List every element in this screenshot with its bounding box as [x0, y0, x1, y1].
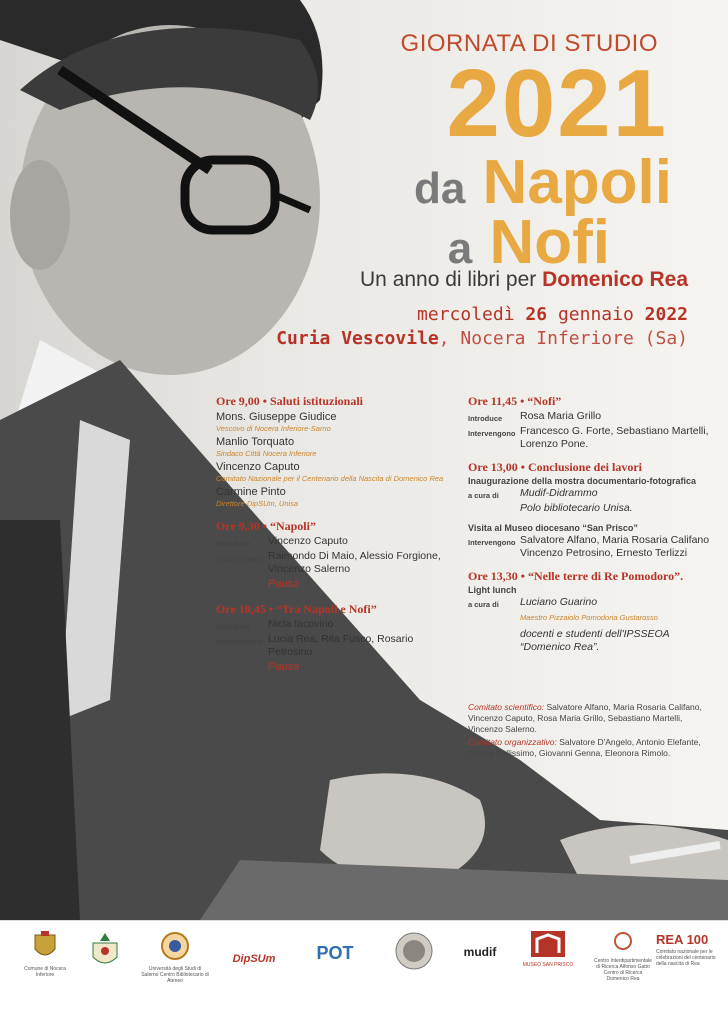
break-label: Pausa	[268, 578, 300, 590]
speaker-role: Direttore DipSUm, Unisa	[216, 499, 299, 508]
row-value: Lucia Rea, Rita Fusco, Rosario Petrosino	[268, 633, 414, 658]
row-role: Maestro Pizzaiolo Pomodoria Gustarosso	[520, 613, 658, 622]
sponsor-logos	[0, 920, 728, 1024]
event-date	[417, 304, 688, 325]
logo-rea100	[656, 931, 720, 967]
place-venue: Curia Vescovile	[276, 328, 439, 349]
break-label: Pausa	[268, 661, 300, 673]
logo-caption: MUSEO SAN PRISCO	[522, 962, 574, 968]
subtitle	[360, 268, 688, 292]
medal-icon	[394, 931, 434, 971]
row-value: Francesco G. Forte, Sebastiano Martelli, Lorenzo Pone.	[520, 425, 709, 450]
program-right	[468, 395, 718, 654]
program-row	[216, 618, 451, 633]
university-seal-icon	[160, 931, 190, 961]
row-label: a cura di	[468, 491, 499, 500]
row-value: docenti e studenti dell'IPSSEOA “Domenico Rea”.	[520, 628, 670, 653]
program-row	[216, 550, 451, 576]
row-value: Rosa Maria Grillo	[520, 410, 602, 422]
row-value: Luciano Guarino	[520, 596, 598, 608]
speaker-role: Sindaco Città Nocera Inferiore	[216, 449, 317, 458]
program-row	[468, 502, 718, 515]
title-a: a	[447, 224, 473, 273]
logo-text: POT	[316, 943, 354, 963]
logo-diocesi	[88, 931, 122, 974]
logo-mudif	[452, 943, 508, 961]
logo-centro-ricerca	[594, 931, 652, 982]
event-place	[276, 328, 688, 349]
museum-icon	[531, 931, 565, 957]
logo-text: REA 100	[656, 932, 709, 947]
session-title: Ore 9,00 • Saluti istituzionali	[216, 394, 363, 408]
speaker-role: Vescovo di Nocera Inferiore-Sarno	[216, 424, 331, 433]
logo-comune-nocera	[20, 931, 70, 978]
program-row	[468, 596, 718, 611]
program-row	[468, 534, 718, 560]
subtitle-name: Domenico Rea	[542, 268, 688, 291]
logo-museo-san-prisco	[516, 931, 580, 968]
museum-note: Visita al Museo diocesano “San Prisco”	[468, 523, 638, 533]
coat-of-arms-icon	[33, 931, 57, 961]
title-da: da	[413, 164, 466, 213]
committee-title: Comitato organizzativo:	[468, 737, 557, 747]
organizing-committee	[468, 737, 708, 759]
logo-text: DipSUm	[232, 953, 276, 965]
logo-unisa	[140, 931, 210, 984]
program-row	[216, 535, 451, 550]
row-value: Raimondo Di Maio, Alessio Forgione, Vincenzo Salerno	[268, 550, 441, 575]
logo-caption: Comune di Nocera Inferiore	[24, 966, 66, 978]
logo-medal	[392, 931, 436, 976]
row-label: Introduce	[468, 414, 503, 423]
row-label: Introduce	[216, 539, 251, 548]
committee-members: Salvatore Alfano, Maria Rosaria Califano, Vincenzo Caputo, Rosa Maria Grillo, Sebastiano Martelli, Vincenzo Salerno.	[468, 702, 702, 734]
title-nofi: Nofi	[489, 208, 610, 277]
date-year: 2022	[644, 304, 688, 325]
logo-dipsum	[224, 949, 284, 967]
date-day: 26	[525, 304, 548, 325]
row-label: a cura di	[468, 600, 499, 609]
row-label: Intervengono	[216, 637, 264, 646]
row-value: Polo bibliotecario Unisa.	[520, 502, 633, 514]
committee-members: Salvatore D'Angelo, Antonio Elefante, Oriana Bellissimo, Giovanni Genna, Eleonora Rimolo.	[468, 737, 701, 758]
logo-caption: Comitato nazionale per le celebrazioni del centenario della nascita di Rea	[656, 949, 716, 967]
logo-caption: Centro Interdipartimentale di Ricerca Alfonso Gatto Centro di Ricerca Domenico Rea	[594, 958, 652, 982]
program-left	[216, 395, 451, 674]
row-value: Nicla Iacovino	[268, 618, 334, 630]
committee-title: Comitato scientifico:	[468, 702, 545, 712]
session-title: Ore 10,45 • “Tra Napoli e Nofi”	[216, 602, 377, 616]
program-row	[216, 633, 451, 659]
subtitle-text: Un anno di libri per	[360, 268, 537, 291]
scientific-committee	[468, 702, 708, 735]
place-city: , Nocera Inferiore (Sa)	[438, 328, 688, 349]
row-value: Vincenzo Caputo	[268, 535, 348, 547]
program-row	[468, 487, 718, 502]
event-year: 2021	[446, 50, 668, 157]
row-label: Intervengono	[216, 554, 264, 563]
logo-caption: Università degli Studi di Salerno Centro Bibliotecario di Ateneo	[141, 966, 209, 984]
lunch-note: Light lunch	[468, 585, 517, 595]
speaker: Mons. Giuseppe Giudice	[216, 411, 337, 423]
speaker: Manlio Torquato	[216, 436, 295, 448]
date-month: gennaio	[557, 304, 634, 325]
speaker: Vincenzo Caputo	[216, 461, 300, 473]
bishop-crest-icon	[88, 931, 122, 969]
row-label: Introduce	[216, 622, 251, 631]
title-napoli: Napoli	[482, 148, 672, 217]
session-title: Ore 13,30 • “Nelle terre di Re Pomodoro”.	[468, 569, 684, 583]
row-value: Salvatore Alfano, Maria Rosaria Califano Vincenzo Petrosino, Ernesto Terlizzi	[520, 534, 710, 559]
program-row	[468, 410, 718, 425]
program-row	[468, 425, 718, 451]
program-row	[468, 628, 718, 654]
row-label: Intervengono	[468, 538, 516, 547]
session-title: Ore 11,45 • “Nofi”	[468, 394, 562, 408]
speaker-role: Comitato Nazionale per il Centenario della Nascita di Domenico Rea	[216, 474, 444, 483]
row-value: Mudif-Didrammo	[520, 487, 598, 499]
session-title: Ore 9,30 • “Napoli”	[216, 519, 316, 533]
portrait-sketch-icon	[611, 931, 635, 953]
logo-text: mudif	[463, 945, 497, 959]
row-label: Intervengono	[468, 429, 516, 438]
program-row	[468, 611, 718, 624]
logo-pot	[310, 943, 360, 964]
date-weekday: mercoledì	[417, 304, 515, 325]
speaker: Carmine Pinto	[216, 486, 286, 498]
session-title: Ore 13,00 • Conclusione dei lavori	[468, 460, 642, 474]
event-label: GIORNATA DI STUDIO	[400, 30, 658, 57]
exhibition-note: Inaugurazione della mostra documentario-fotografica	[468, 476, 697, 486]
